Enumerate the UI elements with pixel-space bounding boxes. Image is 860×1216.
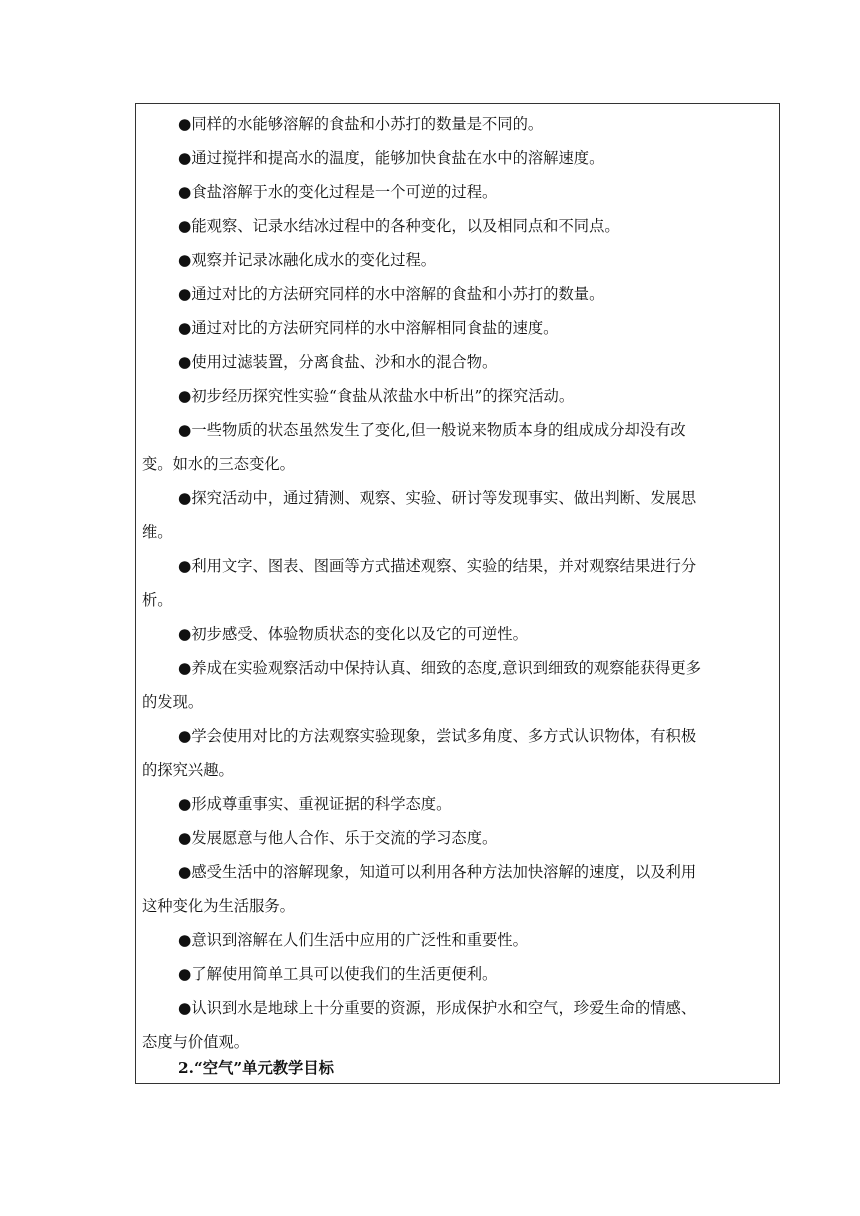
- objective-line: ●初步经历探究性实验“食盐从浓盐水中析出”的探究活动。: [178, 387, 575, 405]
- objective-line-continued: 态度与价值观。: [142, 1033, 250, 1051]
- objective-line-continued: 析。: [142, 591, 173, 609]
- objective-line-continued: 这种变化为生活服务。: [142, 897, 295, 915]
- objective-line: ●能观察、记录水结冰过程中的各种变化，以及相同点和不同点。: [178, 217, 620, 235]
- objective-line: ●发展愿意与他人合作、乐于交流的学习态度。: [178, 829, 498, 847]
- objective-line: ●食盐溶解于水的变化过程是一个可逆的过程。: [178, 183, 498, 201]
- objective-line: ●意识到溶解在人们生活中应用的广泛性和重要性。: [178, 931, 528, 949]
- objective-line: ●形成尊重事实、重视证据的科学态度。: [178, 795, 452, 813]
- objective-line: ●学会使用对比的方法观察实验现象，尝试多角度、多方式认识物体，有积极: [178, 727, 697, 745]
- objective-line: ●同样的水能够溶解的食盐和小苏打的数量是不同的。: [178, 115, 544, 133]
- objective-line: ●观察并记录冰融化成水的变化过程。: [178, 251, 437, 269]
- objective-line: ●利用文字、图表、图画等方式描述观察、实验的结果，并对观察结果进行分: [178, 557, 697, 575]
- objective-line: ●通过对比的方法研究同样的水中溶解相同食盐的速度。: [178, 319, 559, 337]
- objective-line: ●感受生活中的溶解现象，知道可以利用各种方法加快溶解的速度，以及利用: [178, 863, 697, 881]
- objective-line-continued: 维。: [142, 523, 173, 541]
- content-text: [136, 104, 779, 1083]
- section-heading: 2.“空气”单元教学目标: [178, 1059, 334, 1077]
- objective-line: ●使用过滤装置，分离食盐、沙和水的混合物。: [178, 353, 498, 371]
- content-box: [135, 103, 780, 1084]
- objective-line: ●了解使用简单工具可以使我们的生活更便利。: [178, 965, 498, 983]
- objective-line: ●初步感受、体验物质状态的变化以及它的可逆性。: [178, 625, 528, 643]
- objective-line: ●养成在实验观察活动中保持认真、细致的态度,意识到细致的观察能获得更多: [178, 659, 702, 677]
- objective-line-continued: 的探究兴趣。: [142, 761, 234, 779]
- objective-line-continued: 变。如水的三态变化。: [142, 455, 295, 473]
- objective-line: ●通过对比的方法研究同样的水中溶解的食盐和小苏打的数量。: [178, 285, 605, 303]
- objective-line-continued: 的发现。: [142, 693, 204, 711]
- objective-line: ●认识到水是地球上十分重要的资源，形成保护水和空气，珍爱生命的情感、: [178, 999, 697, 1017]
- objective-line: ●通过搅拌和提高水的温度，能够加快食盐在水中的溶解速度。: [178, 149, 605, 167]
- objective-line: ●一些物质的状态虽然发生了变化,但一般说来物质本身的组成成分却没有改: [178, 421, 686, 439]
- objective-line: ●探究活动中，通过猜测、观察、实验、研讨等发现事实、做出判断、发展思: [178, 489, 697, 507]
